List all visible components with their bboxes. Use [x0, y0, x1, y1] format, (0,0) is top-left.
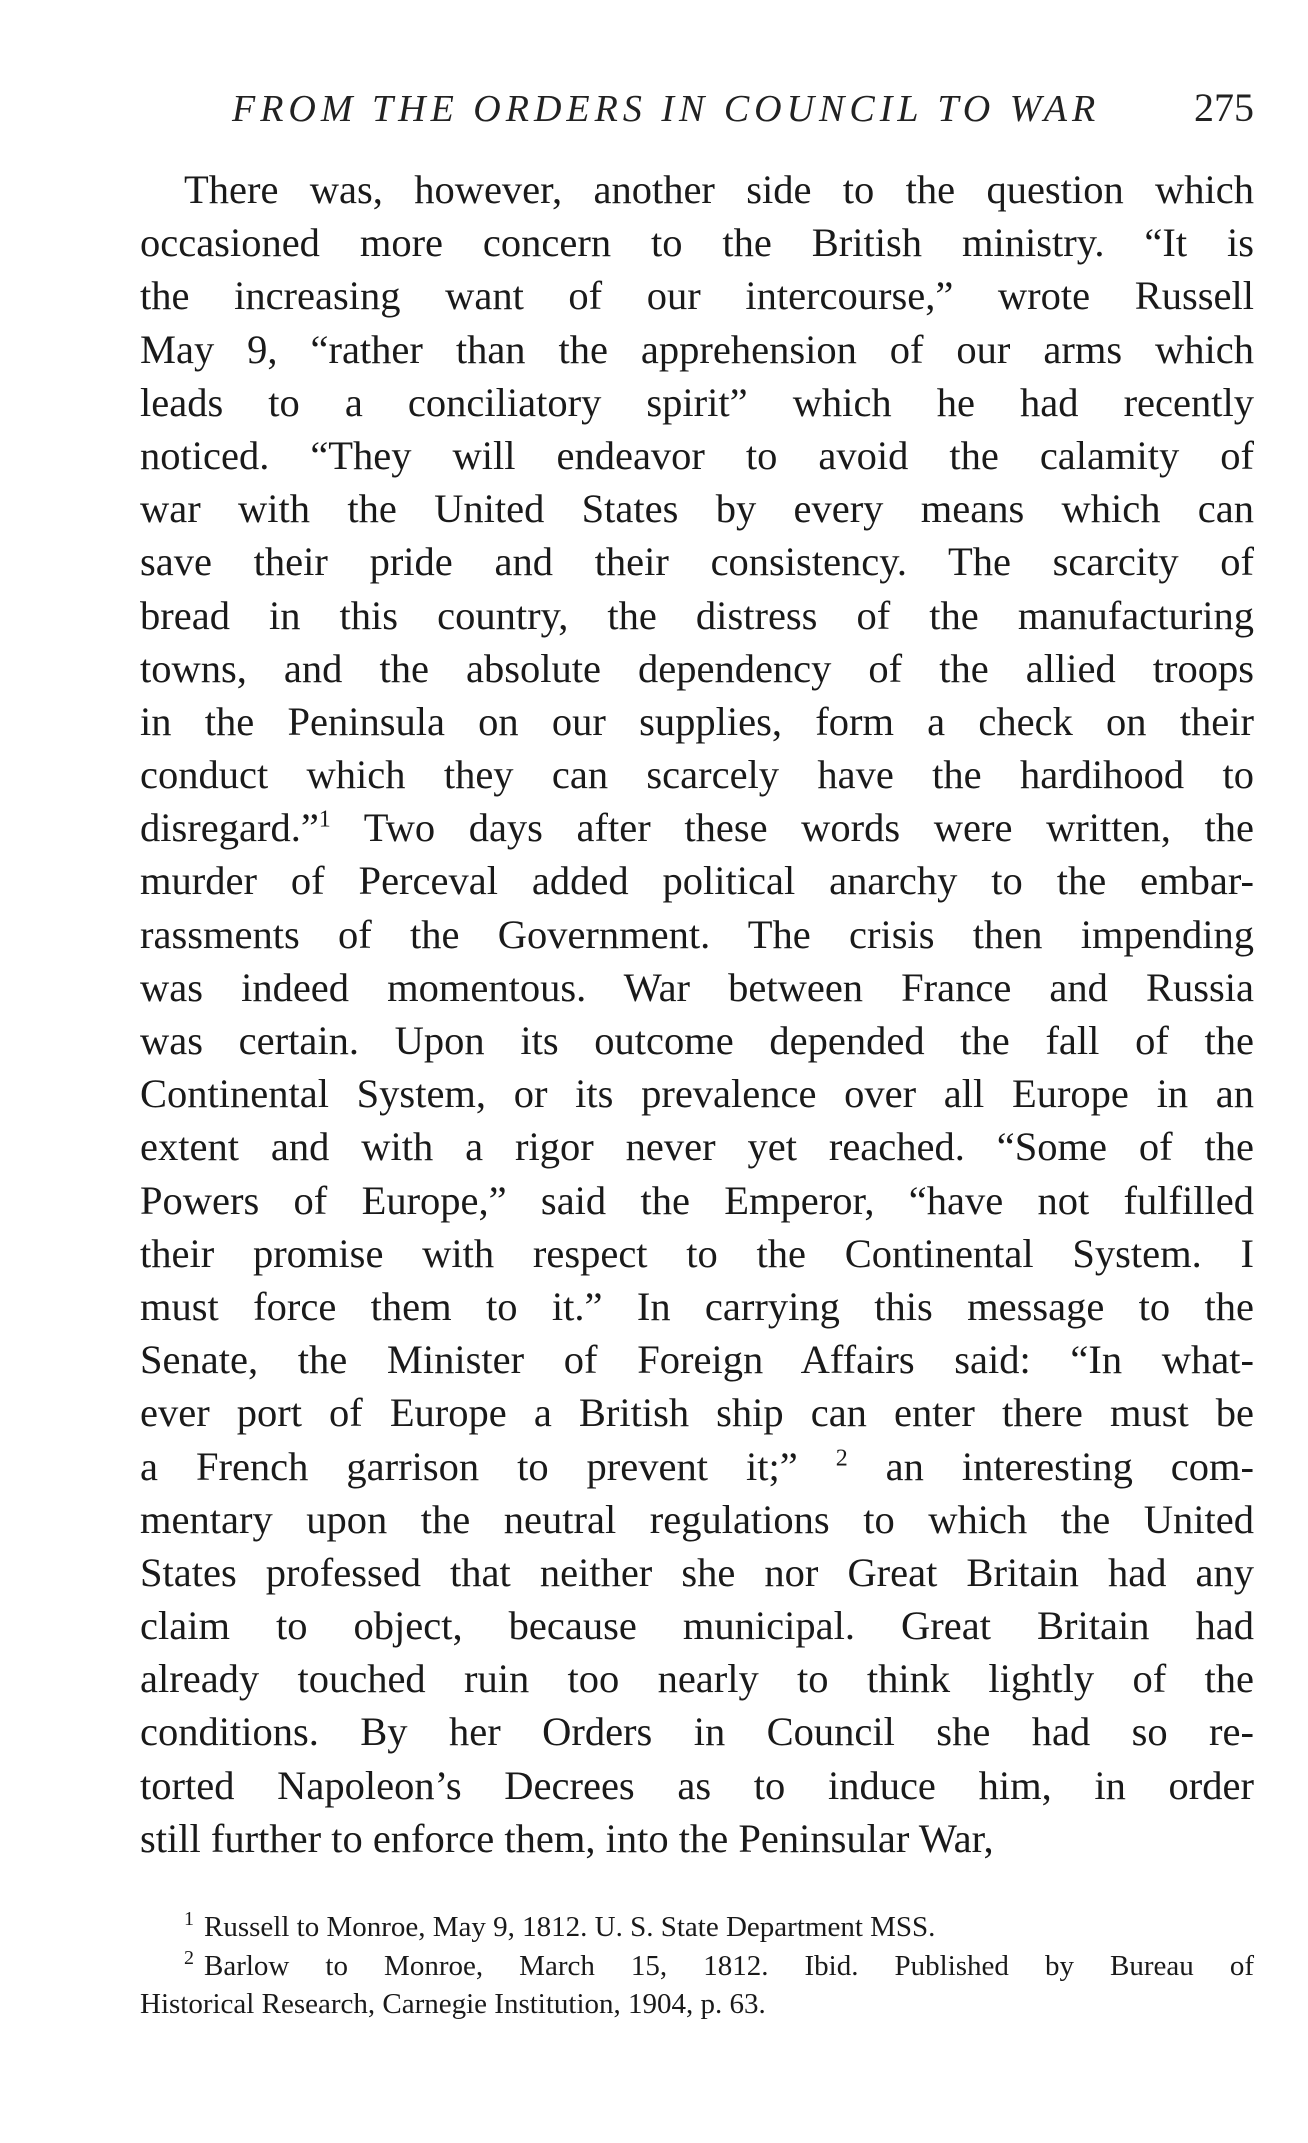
text-line: torted Napoleon’s Decrees as to induce him, in order: [140, 1762, 1254, 1808]
footnotes: [140, 1908, 1254, 2024]
text-line: ever port of Europe a British ship can enter there must be: [140, 1390, 1254, 1436]
text-line: save their pride and their consistency. The scarcity of: [140, 539, 1254, 585]
footnote-1: [140, 1908, 1254, 1947]
footnote-mark: 2: [184, 1946, 194, 1969]
body-paragraph: [140, 163, 1254, 1865]
text-line: extent and with a rigor never yet reached. “Some of the: [140, 1124, 1254, 1170]
text-line: was certain. Upon its outcome depended the fall of the: [140, 1018, 1254, 1063]
text-line: [140, 1440, 1254, 1493]
footnote-ref-2: 2: [835, 1445, 848, 1471]
footnote-mark: 1: [184, 1908, 194, 1931]
footnote-text: Barlow to Monroe, March 15, 1812. Ibid. Published by Bureau of: [204, 1949, 1254, 1982]
text-line: [140, 801, 1254, 854]
text-line: must force them to it.” In carrying this message to the: [140, 1283, 1254, 1329]
text-line: rassments of the Government. The crisis then impending: [140, 911, 1254, 957]
text-line: was indeed momentous. War between France and Russia: [140, 964, 1254, 1010]
text-line: murder of Perceval added political anarchy to the embar-: [140, 858, 1254, 904]
text-line: States professed that neither she nor Great Britain had any: [140, 1549, 1254, 1595]
text-line: mentary upon the neutral regulations to which the United: [140, 1496, 1254, 1542]
text-line: Senate, the Minister of Foreign Affairs said: “In what-: [140, 1337, 1254, 1383]
text-fragment: a French garrison to prevent it;”: [140, 1443, 798, 1489]
text-line: bread in this country, the distress of the manufacturing: [140, 592, 1254, 638]
footnote-text: Russell to Monroe, May 9, 1812. U. S. State Department MSS.: [204, 1911, 936, 1943]
text-line: claim to object, because municipal. Great Britain had: [140, 1603, 1254, 1649]
footnote-2-continued: Historical Research, Carnegie Institution, 1904, p. 63.: [140, 1988, 766, 2020]
text-line: occasioned more concern to the British ministry. “It is: [140, 220, 1254, 266]
text-line: leads to a conciliatory spirit” which he had recently: [140, 379, 1254, 425]
text-line: their promise with respect to the Continental System. I: [140, 1230, 1254, 1276]
text-line: conditions. By her Orders in Council she had so re-: [140, 1709, 1254, 1755]
text-line: the increasing want of our intercourse,” wrote Russell: [140, 273, 1254, 319]
text-line: war with the United States by every means which can: [140, 486, 1254, 532]
text-line: noticed. “They will endeavor to avoid the calamity of: [140, 432, 1254, 478]
running-title: FROM THE ORDERS IN COUNCIL TO WAR: [232, 88, 1101, 130]
text-line: Continental System, or its prevalence over all Europe in an: [140, 1071, 1254, 1117]
text-line: conduct which they can scarcely have the hardihood to: [140, 752, 1254, 798]
footnote-ref-1: 1: [318, 806, 331, 833]
text-fragment: an interesting com-: [885, 1443, 1255, 1489]
text-line: There was, however, another side to the question which: [184, 167, 1254, 212]
text-line: Powers of Europe,” said the Emperor, “have not fulfilled: [140, 1177, 1254, 1223]
text-fragment: Two days after these words were written, the: [363, 805, 1254, 851]
text-fragment: disregard.”: [140, 805, 319, 851]
text-line: already touched ruin too nearly to think lightly of the: [140, 1656, 1254, 1702]
text-line: still further to enforce them, into the Peninsular War,: [140, 1815, 994, 1861]
running-head: [232, 84, 1254, 144]
footnote-2: [140, 1947, 1254, 1986]
text-line: towns, and the absolute dependency of the allied troops: [140, 645, 1254, 691]
page-number: 275: [1194, 85, 1254, 130]
text-line: in the Peninsula on our supplies, form a check on their: [140, 698, 1254, 744]
text-line: May 9, “rather than the apprehension of our arms which: [140, 326, 1254, 372]
